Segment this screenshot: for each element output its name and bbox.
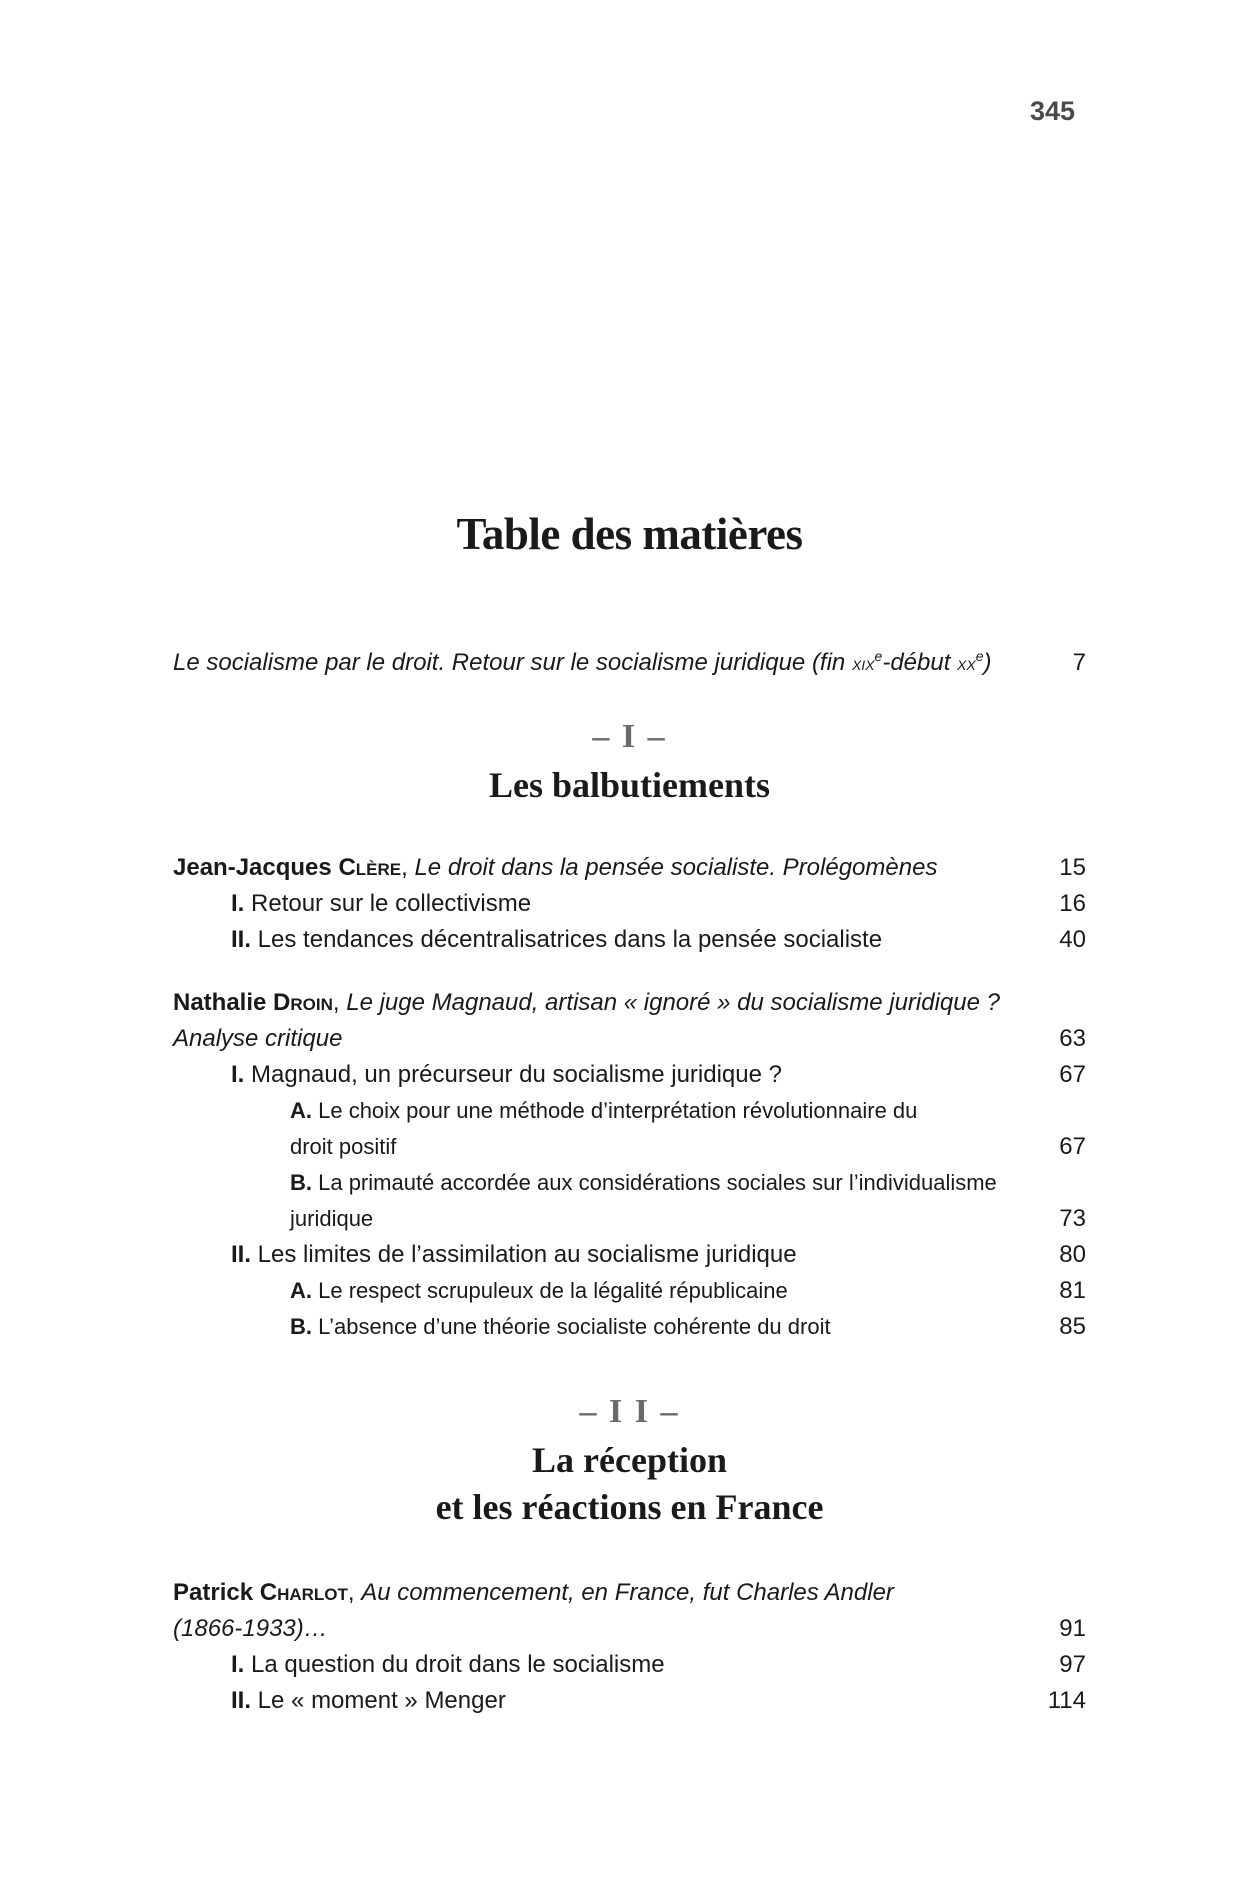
intro-sup-a: e	[874, 648, 883, 664]
toc-row	[173, 1309, 1086, 1345]
author-first-name: Patrick	[173, 1579, 254, 1606]
toc-entry-title	[231, 886, 531, 922]
part-1-number: – I –	[592, 718, 667, 755]
page-title: Table des matières	[456, 509, 803, 559]
chapter-title: Le juge Magnaud, artisan « ignoré » du socialisme juridique ?	[346, 989, 1000, 1016]
author-first-name: Jean-Jacques	[173, 854, 332, 881]
toc-entry-title	[231, 1237, 797, 1273]
toc-row	[173, 1647, 1086, 1683]
intro-text-b: -début	[882, 649, 958, 676]
toc-row	[173, 1201, 1086, 1237]
toc-row	[173, 1237, 1086, 1273]
separator: ,	[401, 854, 415, 881]
toc-row	[173, 1575, 1086, 1611]
toc-page-number: 67	[1059, 1133, 1086, 1160]
toc-section-charlot	[173, 1575, 1086, 1719]
toc-page-number: 81	[1059, 1277, 1086, 1304]
toc-row	[173, 1611, 1086, 1647]
chapter-title: Le droit dans la pensée socialiste. Prolégomènes	[414, 854, 938, 881]
toc-page-number: 91	[1059, 1615, 1086, 1642]
toc-entry-title	[173, 645, 992, 682]
intro-text-c: )	[983, 649, 992, 676]
toc-entry-title	[290, 1093, 917, 1129]
item-text: Les tendances décentralisatrices dans la pensée socialiste	[251, 926, 883, 953]
toc-row	[173, 1273, 1086, 1309]
item-text-continued: droit positif	[290, 1134, 397, 1159]
item-text: Le choix pour une méthode d’interprétation révolutionnaire du	[312, 1098, 918, 1123]
intro-sup-b: e	[975, 648, 984, 664]
toc-row	[173, 922, 1086, 958]
chapter-title-continued: Analyse critique	[173, 1025, 343, 1052]
toc-entry-title	[173, 985, 1000, 1021]
toc-entry-title	[231, 1683, 506, 1719]
toc-page-number: 85	[1059, 1313, 1086, 1340]
toc-page-number: 16	[1059, 890, 1086, 917]
toc-page-number: 73	[1059, 1205, 1086, 1232]
intro-text-a: Le socialisme par le droit. Retour sur le socialisme juridique (fin	[173, 649, 852, 676]
toc-entry-title	[173, 850, 937, 886]
item-numeral: I.	[231, 1651, 245, 1678]
item-text: Le « moment » Menger	[251, 1687, 506, 1714]
toc-page-number: 97	[1059, 1651, 1086, 1678]
intro-century-a: xix	[851, 653, 875, 675]
toc-entry-title	[290, 1273, 788, 1309]
item-text: Retour sur le collectivisme	[244, 890, 532, 917]
toc-entry-title	[290, 1165, 997, 1201]
item-numeral: II.	[231, 1241, 252, 1268]
toc-row	[173, 1057, 1086, 1093]
toc-section-clere	[173, 850, 1086, 958]
item-numeral: I.	[231, 890, 245, 917]
part-2-number: – I I –	[579, 1393, 680, 1430]
toc-entry-title	[231, 1647, 665, 1683]
toc-row	[173, 985, 1086, 1021]
toc-row	[173, 1683, 1086, 1719]
item-numeral: II.	[231, 1687, 252, 1714]
item-text-continued: juridique	[290, 1206, 374, 1231]
item-letter: B.	[290, 1170, 312, 1195]
item-text: Le respect scrupuleux de la légalité républicaine	[312, 1278, 788, 1303]
part-1-title: Les balbutiements	[488, 765, 771, 805]
toc-row	[173, 1021, 1086, 1057]
toc-page-number: 63	[1059, 1025, 1086, 1052]
item-numeral: II.	[231, 926, 252, 953]
author-last-name: Clère	[338, 854, 402, 881]
toc-entry-title	[173, 1575, 894, 1611]
toc-page-number: 67	[1059, 1061, 1086, 1088]
toc-page-number: 80	[1059, 1241, 1086, 1268]
toc-row	[173, 850, 1086, 886]
part-2-title-line-1: La réception	[532, 1440, 727, 1480]
item-letter: A.	[290, 1278, 312, 1303]
author-last-name: Charlot	[259, 1579, 348, 1606]
toc-row	[173, 1093, 1086, 1129]
toc-row	[173, 1165, 1086, 1201]
toc-intro-entry	[173, 645, 1086, 681]
item-text: L’absence d’une théorie socialiste cohérente du droit	[312, 1314, 831, 1339]
item-text: Les limites de l’assimilation au socialisme juridique	[251, 1241, 797, 1268]
item-numeral: I.	[231, 1061, 245, 1088]
toc-row	[173, 1129, 1086, 1165]
item-text: La question du droit dans le socialisme	[244, 1651, 665, 1678]
intro-century-b: xx	[957, 653, 976, 675]
toc-page-number: 15	[1059, 854, 1086, 881]
toc-row	[173, 886, 1086, 922]
item-text: La primauté accordée aux considérations sociales sur l’individualisme	[312, 1170, 997, 1195]
toc-entry-title	[231, 1057, 782, 1093]
chapter-title-continued: (1866-1933)…	[173, 1615, 328, 1642]
toc-entry-title	[290, 1309, 831, 1345]
author-last-name: Droin	[273, 989, 333, 1016]
item-letter: B.	[290, 1314, 312, 1339]
toc-row	[173, 645, 1086, 681]
toc-page-number: 40	[1059, 926, 1086, 953]
toc-page-number: 114	[1047, 1687, 1086, 1714]
item-text: Magnaud, un précurseur du socialisme juridique ?	[244, 1061, 782, 1088]
toc-entry-title	[231, 922, 882, 958]
toc-section-droin	[173, 985, 1086, 1345]
item-letter: A.	[290, 1098, 312, 1123]
page-number: 345	[1029, 96, 1075, 126]
separator: ,	[332, 989, 347, 1016]
chapter-title: Au commencement, en France, fut Charles Andler	[361, 1579, 894, 1606]
part-2-title-line-2: et les réactions en France	[435, 1487, 824, 1527]
toc-page-number: 7	[1072, 649, 1086, 676]
separator: ,	[347, 1579, 362, 1606]
author-first-name: Nathalie	[173, 989, 267, 1016]
